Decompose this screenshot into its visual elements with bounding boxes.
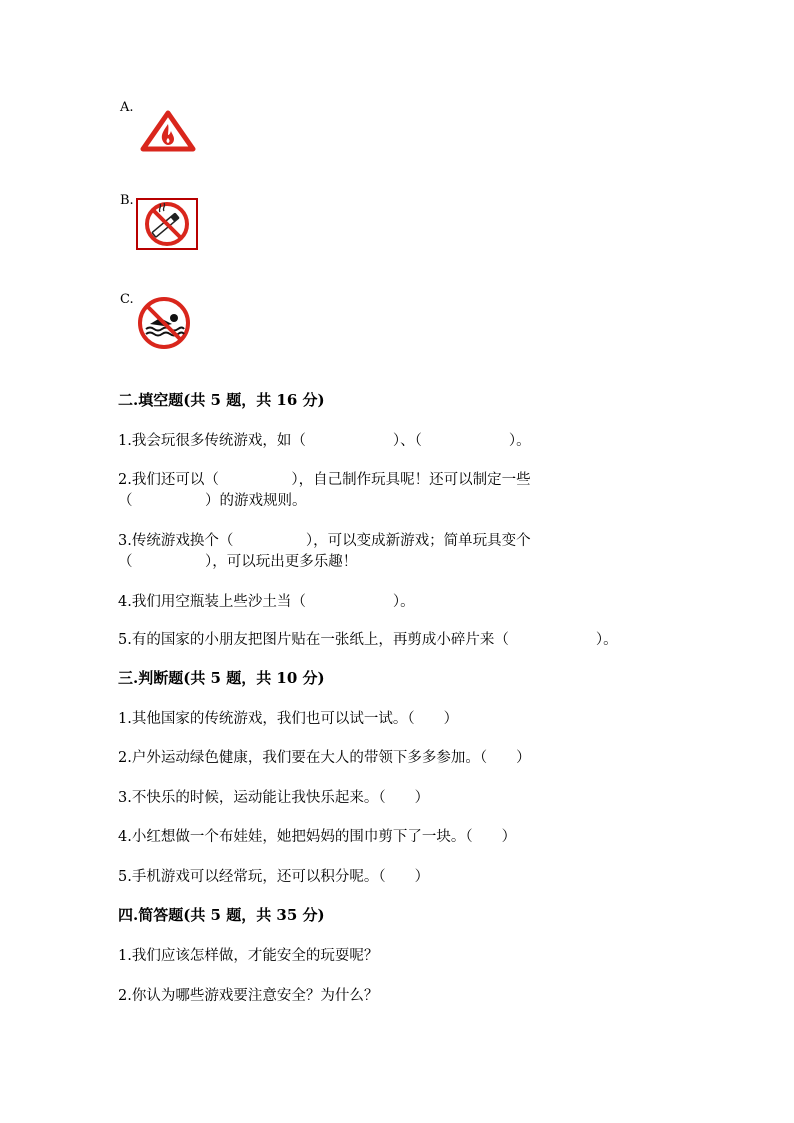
section-4-title: 四.简答题(共 5 题，共 35 分) — [118, 906, 325, 924]
fill-question-2-line-2: （ ）的游戏规则。 — [118, 493, 307, 509]
no-smoking-icon — [136, 198, 198, 250]
fill-question-5: 5.有的国家的小朋友把图片贴在一张纸上，再剪成小碎片来（ ）。 — [118, 632, 618, 648]
fill-question-3-line-1: 3.传统游戏换个（ ），可以变成新游戏；简单玩具变个 — [118, 533, 531, 549]
fill-question-1: 1.我会玩很多传统游戏，如（ ）、（ ）。 — [118, 433, 531, 449]
judge-question-5: 5.手机游戏可以经常玩，还可以积分呢。（ ） — [118, 869, 430, 885]
short-answer-question-1: 1.我们应该怎样做，才能安全的玩耍呢？ — [118, 948, 379, 964]
short-answer-question-2: 2.你认为哪些游戏要注意安全？为什么？ — [118, 988, 379, 1004]
judge-question-1: 1.其他国家的传统游戏，我们也可以试一试。（ ） — [118, 711, 459, 727]
judge-question-2: 2.户外运动绿色健康，我们要在大人的带领下多多参加。（ ） — [118, 750, 531, 766]
judge-question-4: 4.小红想做一个布娃娃，她把妈妈的围巾剪下了一块。（ ） — [118, 829, 517, 845]
fill-question-3-line-2: （ ），可以玩出更多乐趣！ — [118, 554, 358, 570]
option-c-label: C. — [120, 292, 134, 307]
section-3-title: 三.判断题(共 5 题，共 10 分) — [118, 669, 325, 687]
no-swimming-icon — [136, 296, 192, 350]
option-b-label: B. — [120, 193, 134, 208]
fill-question-2-line-1: 2.我们还可以（ ），自己制作玩具呢！还可以制定一些 — [118, 472, 531, 488]
section-2-title: 二.填空题(共 5 题，共 16 分) — [118, 391, 325, 409]
option-a-label: A. — [120, 100, 134, 115]
fire-warning-icon — [140, 110, 196, 152]
fill-question-4: 4.我们用空瓶装上些沙土当（ ）。 — [118, 594, 415, 610]
judge-question-3: 3.不快乐的时候，运动能让我快乐起来。（ ） — [118, 790, 430, 806]
